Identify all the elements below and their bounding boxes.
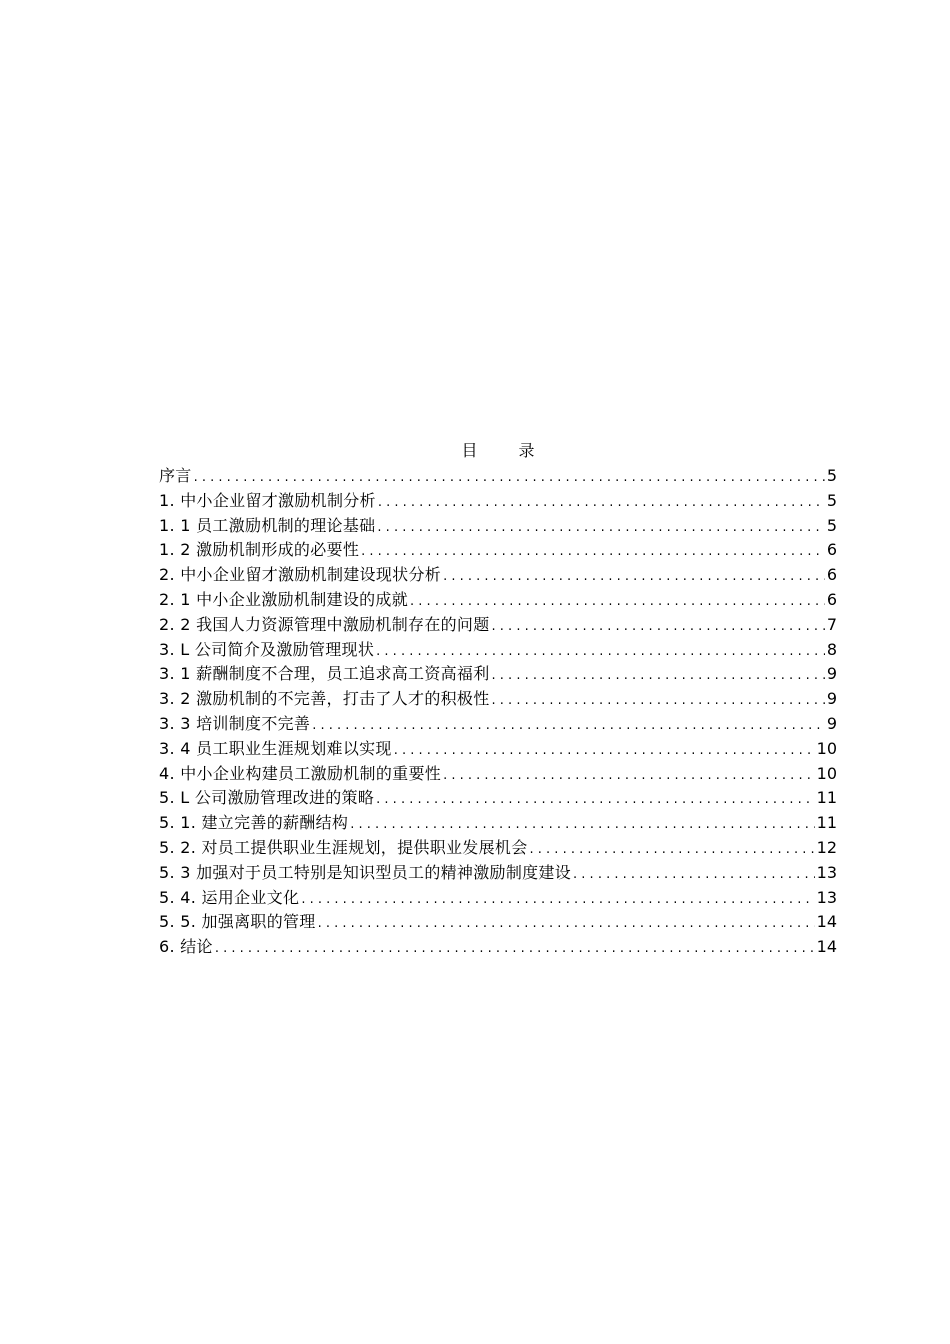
toc-entry[interactable] [159,836,837,861]
toc-entry-page: 9 [826,713,837,733]
toc-entry-page: 5 [826,515,837,535]
toc-dot-leader [377,516,824,541]
toc-entry[interactable] [159,910,837,935]
toc-title: 目 录 [461,441,553,460]
toc-entry-label: 5. L 公司激励管理改进的策略 [159,788,375,808]
toc-entry-page: 13 [816,887,837,907]
toc-entry[interactable] [159,489,837,514]
toc-entry-label: 3. 3 培训制度不完善 [159,713,311,733]
toc-dot-leader [530,838,815,863]
toc-entry-label: 3. 2 激励机制的不完善，打击了人才的积极性 [159,689,490,709]
toc-entry-label: 6. 结论 [159,937,213,957]
toc-entry-label: 3. 1 薪酬制度不合理，员工追求高工资高福利 [159,664,490,684]
toc-entry-label: 4. 中小企业构建员工激励机制的重要性 [159,763,442,783]
toc-entry[interactable] [159,886,837,911]
toc-dot-leader [376,788,814,813]
toc-dot-leader [410,590,825,615]
toc-entry-label: 5. 5. 加强离职的管理 [159,912,316,932]
toc-dot-leader [573,863,815,888]
toc-dot-leader [378,491,825,516]
toc-entry-page: 14 [816,937,837,957]
toc-entry[interactable] [159,538,837,563]
toc-dot-leader [318,912,815,937]
toc-entry-label: 5. 4. 运用企业文化 [159,887,300,907]
toc-entry[interactable] [159,464,837,489]
toc-dot-leader [215,937,815,962]
toc-dot-leader [301,888,814,913]
toc-entry-page: 9 [826,689,837,709]
toc-entry-page: 8 [826,639,837,659]
toc-entry-label: 5. 3 加强对于员工特别是知识型员工的精神激励制度建设 [159,862,572,882]
toc-entry-page: 5 [826,466,837,485]
toc-dot-leader [492,615,825,640]
toc-dot-leader [312,714,825,739]
toc-entry-label: 2. 中小企业留才激励机制建设现状分析 [159,565,442,585]
toc-entry-label: 1. 中小企业留才激励机制分析 [159,490,376,510]
toc-entry-page: 14 [816,912,837,932]
toc-entry-label: 1. 2 激励机制形成的必要性 [159,540,360,560]
toc-entry[interactable] [159,712,837,737]
toc-dot-leader [376,640,825,665]
toc-entry[interactable] [159,786,837,811]
toc-dot-leader [361,540,825,565]
toc-entry-page: 10 [816,738,837,758]
toc-entry[interactable] [159,662,837,687]
toc-entry-label: 5. 1. 建立完善的薪酬结构 [159,813,349,833]
toc-entry-label: 2. 1 中小企业激励机制建设的成就 [159,589,409,609]
toc-entry[interactable] [159,588,837,613]
toc-entry[interactable] [159,563,837,588]
toc-entry-label: 序言 [159,466,192,485]
toc-entry-page: 12 [816,837,837,857]
toc-dot-leader [350,813,814,838]
toc-entry-page: 9 [826,664,837,684]
toc-entry-page: 5 [826,490,837,510]
toc-entry-page: 6 [826,589,837,609]
toc-entry-page: 10 [816,763,837,783]
toc-entry-page: 11 [816,813,837,833]
toc-entry[interactable] [159,638,837,663]
toc-entry[interactable] [159,737,837,762]
toc-entry[interactable] [159,762,837,787]
toc-entry-label: 2. 2 我国人力资源管理中激励机制存在的问题 [159,614,490,634]
toc-dot-leader [394,739,815,764]
toc-entry[interactable] [159,861,837,886]
toc-dot-leader [492,689,825,714]
toc-entry-label: 3. L 公司简介及激励管理现状 [159,639,375,659]
toc-entry-page: 6 [826,540,837,560]
toc-entry[interactable] [159,935,837,960]
table-of-contents [159,438,837,960]
toc-entry[interactable] [159,613,837,638]
toc-entry[interactable] [159,811,837,836]
toc-entry-page: 6 [826,565,837,585]
toc-entry-page: 7 [826,614,837,634]
toc-dot-leader [443,764,815,789]
toc-entry-label: 1. 1 员工激励机制的理论基础 [159,515,376,535]
toc-entry-label: 5. 2. 对员工提供职业生涯规划，提供职业发展机会 [159,837,528,857]
toc-dot-leader [492,664,825,689]
toc-entry-label: 3. 4 员工职业生涯规划难以实现 [159,738,392,758]
toc-dot-leader [443,565,825,590]
toc-entry-page: 13 [816,862,837,882]
toc-entry[interactable] [159,514,837,539]
toc-entry-page: 11 [816,788,837,808]
toc-entry[interactable] [159,687,837,712]
toc-dot-leader [194,466,825,491]
